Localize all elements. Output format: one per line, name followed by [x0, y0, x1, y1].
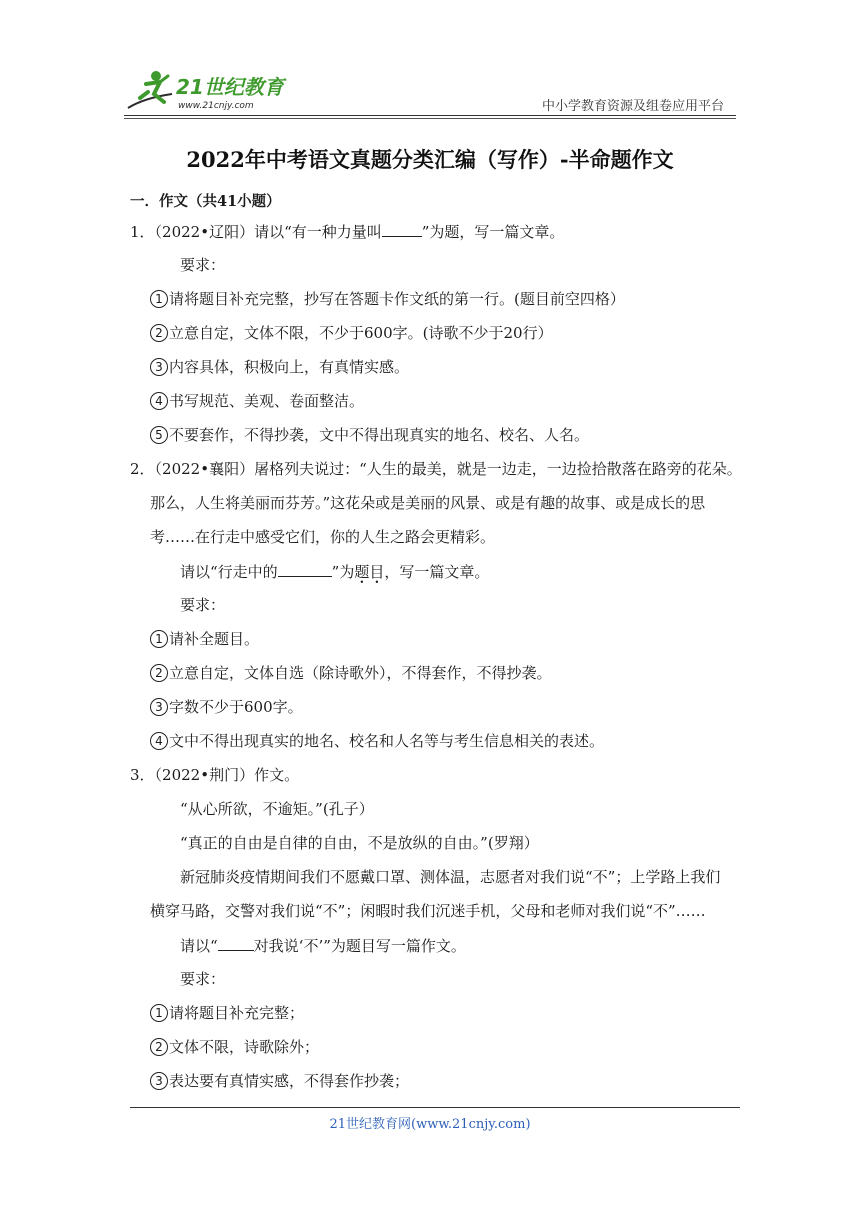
q3-item-text: 表达要有真情实感，不得套作抄袭； [169, 1072, 410, 1090]
header-platform-text: 中小学教育资源及组卷应用平台 [541, 99, 724, 114]
q2-blank [278, 561, 332, 577]
q1-intro [130, 221, 564, 242]
section-heading: 一．作文（共41小题） [130, 193, 281, 210]
q3-item [150, 1037, 319, 1057]
circled-number: 1 [150, 1004, 168, 1022]
q2-item-text: 文中不得出现真实的地名、校名和人名等与考生信息相关的表述。 [169, 732, 605, 750]
q3-requirement-label: 要求： [180, 970, 226, 988]
q2-item [150, 731, 604, 751]
q2-item-text: 请补全题目。 [169, 630, 260, 648]
q2-paragraph: 2．（2022•襄阳）屠格列夫说过：“人生的最美，就是一边走，一边捡拾散落在路旁的花朵。 [130, 460, 742, 478]
circled-number: 2 [150, 664, 168, 682]
q2-item-text: 立意自定，文体自选（除诗歌外），不得套作，不得抄袭。 [169, 664, 552, 682]
q3-heading: 3．（2022•荆门）作文。 [130, 766, 300, 784]
q2-prompt-text: 请以“行走中的 [180, 563, 278, 581]
q3-item-text: 请将题目补充完整； [169, 1004, 305, 1022]
q2-prompt-text: ”为 [331, 563, 355, 581]
q1-item-text: 书写规范、美观、卷面整洁。 [169, 392, 365, 410]
q3-prompt [180, 935, 466, 956]
q1-requirement-label: 要求： [180, 256, 226, 274]
q2-prompt-text: ，写一篇文章。 [384, 563, 490, 581]
q3-prompt-text: 请以“ [180, 937, 218, 955]
q3-paragraph: 横穿马路，交警对我们说“不”；闲暇时我们沉迷手机，父母和老师对我们说“不”…… [150, 902, 706, 920]
footer-divider [130, 1107, 740, 1108]
q1-item [150, 289, 625, 309]
q2-prompt [180, 561, 489, 582]
q2-requirement-label: 要求： [180, 596, 226, 614]
q3-quote: “从心所欲，不逾矩。”(孔子） [180, 800, 374, 818]
page-footer: 21世纪教育网(www.21cnjy.com) [329, 1117, 531, 1132]
q1-item [150, 323, 553, 343]
q3-item [150, 1003, 304, 1023]
logo-url: www.21cnjy.com [178, 101, 254, 111]
q1-item [150, 357, 409, 377]
q3-quote: “真正的自由是自律的自由，不是放纵的自由。”(罗翔） [180, 834, 539, 852]
q3-item [150, 1071, 409, 1091]
q3-paragraph: 新冠肺炎疫情期间我们不愿戴口罩、测体温，志愿者对我们说“不”；上学路上我们 [180, 868, 721, 886]
q1-item-text: 不要套作，不得抄袭，文中不得出现真实的地名、校名、人名。 [169, 426, 590, 444]
q1-item-text: 内容具体，积极向上，有真情实感。 [169, 358, 410, 376]
q1-item [150, 391, 364, 411]
header-divider [124, 115, 736, 116]
circled-number: 4 [150, 732, 168, 750]
circled-number: 5 [150, 426, 168, 444]
circled-number: 3 [150, 1072, 168, 1090]
q3-prompt-text: 对我说‘不’”为题目写一篇作文。 [253, 937, 466, 955]
q1-item-text: 立意自定，文体不限，不少于600字。(诗歌不少于20行） [169, 324, 553, 342]
page-header [124, 64, 736, 116]
q3-item-text: 文体不限，诗歌除外； [169, 1038, 320, 1056]
q2-item-text: 字数不少于600字。 [169, 698, 303, 716]
circled-number: 2 [150, 324, 168, 342]
q1-intro-text-end: ”为题，写一篇文章。 [421, 223, 565, 241]
q2-paragraph: 考……在行走中感受它们，你的人生之路会更精彩。 [150, 528, 496, 546]
circled-number: 4 [150, 392, 168, 410]
q2-emphasis-char: 目 [369, 563, 385, 581]
logo-21cnjy-icon [124, 68, 324, 112]
q2-paragraph: 那么，人生将美丽而芬芳。”这花朵或是美丽的风景、或是有趣的故事、或是成长的思 [150, 494, 706, 512]
logo-text: 21世纪教育 [176, 75, 284, 99]
q1-intro-text: 1．（2022•辽阳）请以“有一种力量叫 [130, 223, 382, 241]
q2-emphasis-char: 题 [354, 563, 370, 581]
q1-item [150, 425, 589, 445]
page-title: 2022年中考语文真题分类汇编（写作）-半命题作文 [186, 147, 674, 172]
q2-item [150, 629, 259, 649]
q1-item-text: 请将题目补充完整，抄写在答题卡作文纸的第一行。(题目前空四格） [169, 290, 625, 308]
circled-number: 1 [150, 630, 168, 648]
q1-blank [382, 221, 422, 237]
circled-number: 3 [150, 358, 168, 376]
circled-number: 2 [150, 1038, 168, 1056]
q3-blank [218, 935, 254, 951]
header-divider-thin [124, 118, 736, 119]
circled-number: 3 [150, 698, 168, 716]
circled-number: 1 [150, 290, 168, 308]
q2-item [150, 697, 303, 717]
q2-item [150, 663, 552, 683]
